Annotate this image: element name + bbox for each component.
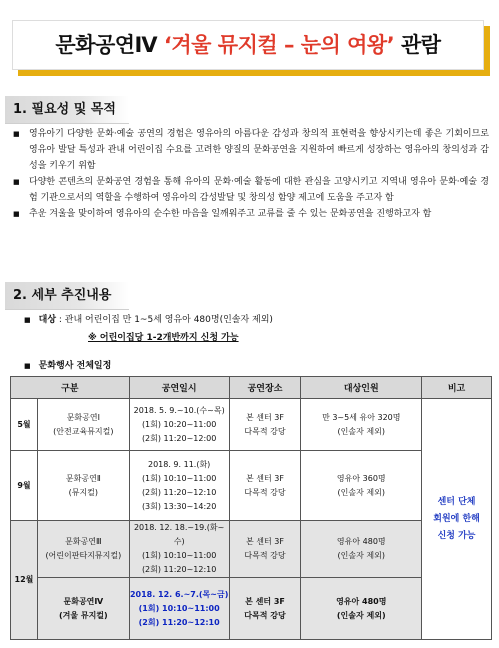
table-row-highlighted [11,578,492,640]
purpose-bullet: ■ 추운 겨울을 맞이하여 영유아의 순수한 마음을 일깨워주고 교류를 줄 수 있는 문화공연을 진행하고자 함 [13,206,489,222]
table-row [11,399,492,451]
square-bullet-icon: ■ [24,316,31,324]
table-header-cell: 비고 [422,377,492,399]
purpose-bullet: ■ 영유아기 다양한 문화·예술 공연의 경험은 영유아의 아름다운 감성과 창의적 표현력을 향상시키는데 좋은 기회이므로 영유아 발달 특성과 관내 어린이집 수요를 고려한 양질의 문화공연을 지원하여 빠르게 성장하는 영유아의 창의성과 감성을 키우기 위함 [13,126,489,174]
square-bullet-icon: ■ [24,362,31,370]
place-cell: 본 센터 3F 다목적 강당 [229,451,301,521]
table-row [11,521,492,578]
datetime-cell: 2018. 12. 6.~7.(목~금) (1회) 10:10~11:00 (2회) 11:20~12:10 [129,578,229,640]
month-cell: 9월 [11,451,38,521]
event-name-cell: 문화공연Ⅰ (안전교육뮤지컬) [37,399,129,451]
table-row [11,451,492,521]
people-cell: 만 3~5세 유아 320명 (인솔자 제외) [301,399,422,451]
purpose-bullet-list [13,126,489,222]
people-cell: 영유아 360명 (인솔자 제외) [301,451,422,521]
purpose-bullet: ■ 다양한 콘텐츠의 문화공연 경험을 통해 유아의 문화·예술 활동에 대한 관심을 고양시키고 지역내 영유아 문화·예술 경험 기관으로서의 역할을 수행하여 영유아의 감성발달 및 창의성 함양 제고에 도움을 주고자 함 [13,174,489,206]
table-header-cell: 공연장소 [229,377,301,399]
people-cell: 영유아 480명 (인솔자 제외) [301,521,422,578]
table-header-row [11,377,492,399]
target-label: 대상 [38,315,57,325]
section-heading-details: 2. 세부 추진내용 [5,282,129,310]
schedule-title-line [24,358,111,371]
event-name-cell: 문화공연Ⅱ (뮤지컬) [37,451,129,521]
datetime-cell: 2018. 9. 11.(화) (1회) 10:10~11:00 (2회) 11:20~12:10 (3회) 13:30~14:20 [129,451,229,521]
target-text: : 관내 어린이집 만 1~5세 영유아 480명(인솔자 제외) [56,315,273,325]
event-name-cell: 문화공연Ⅳ (겨울 뮤지컬) [37,578,129,640]
place-cell: 본 센터 3F 다목적 강당 [229,521,301,578]
remarks-cell: 센터 단체 회원에 한해 신청 가능 [422,399,492,640]
schedule-title: 문화행사 전체일정 [38,361,112,371]
place-cell: 본 센터 3F 다목적 강당 [229,578,301,640]
title-prefix: 문화공연Ⅳ [55,33,158,57]
target-note: ※ 어린이집당 1-2개반까지 신청 가능 [88,333,239,343]
month-cell: 12월 [11,521,38,640]
datetime-cell: 2018. 5. 9.~10.(수~목) (1회) 10:20~11:00 (2회) 11:20~12:00 [129,399,229,451]
target-line [24,312,273,328]
place-cell: 본 센터 3F 다목적 강당 [229,399,301,451]
table-header-cell: 공연일시 [129,377,229,399]
section-heading-purpose: 1. 필요성 및 목적 [5,96,129,124]
title-highlight: ‘겨울 뮤지컬 – 눈의 여왕’ [163,33,395,57]
month-cell: 5월 [11,399,38,451]
document-title [13,29,483,59]
table-header-cell: 대상인원 [301,377,422,399]
document-title-box [12,20,484,70]
title-suffix: 관람 [401,33,441,57]
datetime-cell: 2018. 12. 18.~19.(화~수) (1회) 10:10~11:00 (2회) 11:20~12:10 [129,521,229,578]
people-cell: 영유아 480명 (인솔자 제외) [301,578,422,640]
event-name-cell: 문화공연Ⅲ (어린이판타지뮤지컬) [37,521,129,578]
table-header-cell: 구분 [11,377,130,399]
schedule-table [10,376,492,640]
